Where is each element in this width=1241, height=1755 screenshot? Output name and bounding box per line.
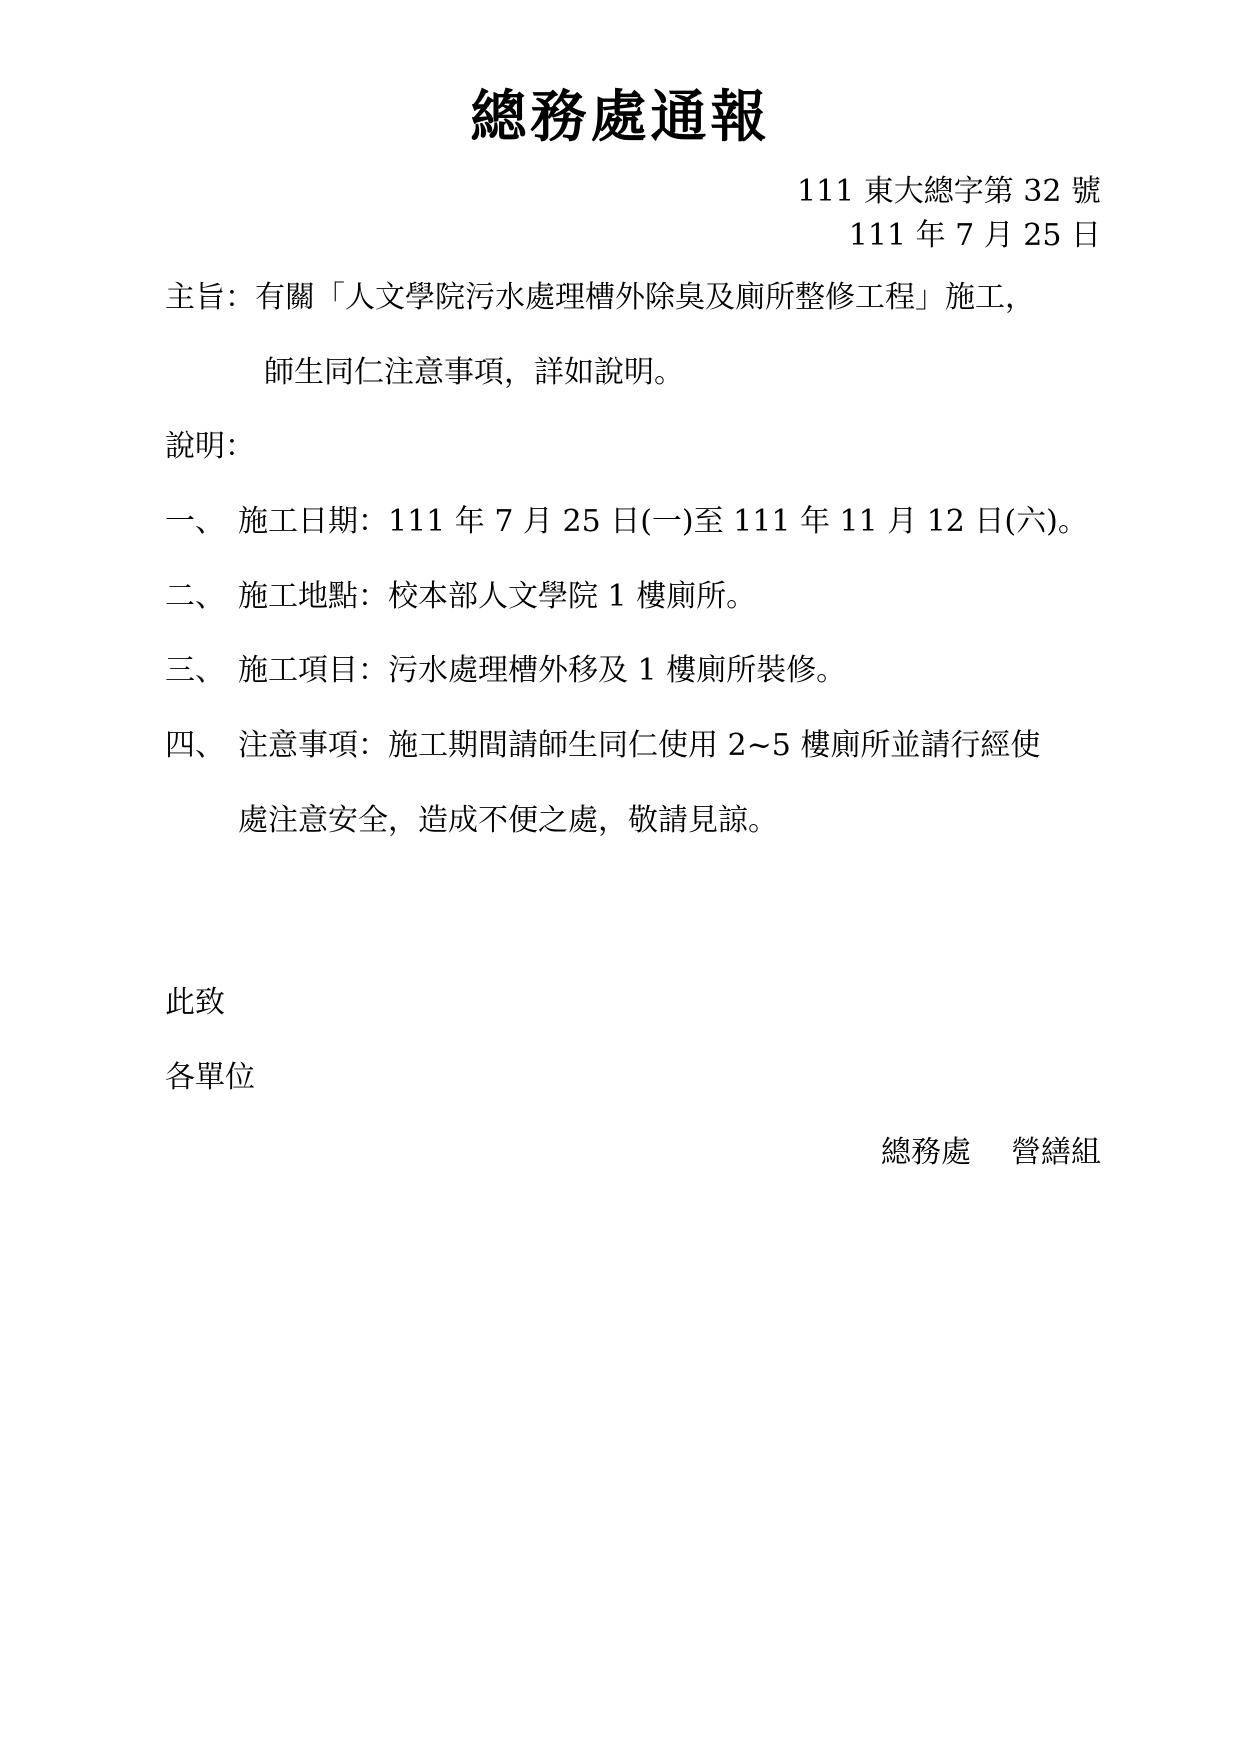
reference-date: 111 年 7 月 25 日 <box>848 218 1101 253</box>
closing-salutation: 此致 <box>165 985 225 1020</box>
subject-text: 有關「人文學院污水處理槽外除臭及廁所整修工程」施工， <box>255 280 1035 315</box>
item-text: 施工項目：污水處理槽外移及 1 樓廁所裝修。 <box>238 653 847 688</box>
explanation-item <box>165 651 846 691</box>
item-text: 施工地點：校本部人文學院 1 樓廁所。 <box>238 579 757 614</box>
explanation-item <box>165 502 1088 542</box>
item-marker: 三、 <box>165 653 225 688</box>
subject-label: 主旨： <box>165 280 255 315</box>
subject-continuation: 師生同仁注意事項，詳如說明。 <box>264 355 684 390</box>
document-title: 總務處通報 <box>470 84 771 150</box>
item-marker: 二、 <box>165 579 225 614</box>
item-marker: 四、 <box>165 728 225 763</box>
signature <box>881 1133 1101 1173</box>
explanation-item <box>165 726 1040 766</box>
explanation-item <box>165 577 756 617</box>
signature-unit: 營繕組 <box>1011 1135 1101 1170</box>
item-text: 施工日期：111 年 7 月 25 日(一)至 111 年 11 月 12 日(六)。 <box>238 504 1088 539</box>
closing-recipient: 各單位 <box>165 1060 255 1095</box>
subject-line <box>165 278 1035 318</box>
signature-office: 總務處 <box>881 1135 971 1170</box>
explanation-label: 說明： <box>165 429 255 464</box>
item-marker: 一、 <box>165 504 225 539</box>
reference-number: 111 東大總字第 32 號 <box>796 174 1101 209</box>
item-text: 注意事項：施工期間請師生同仁使用 2~5 樓廁所並請行經使 <box>238 728 1041 763</box>
item-continuation: 處注意安全，造成不便之處，敬請見諒。 <box>238 803 778 838</box>
